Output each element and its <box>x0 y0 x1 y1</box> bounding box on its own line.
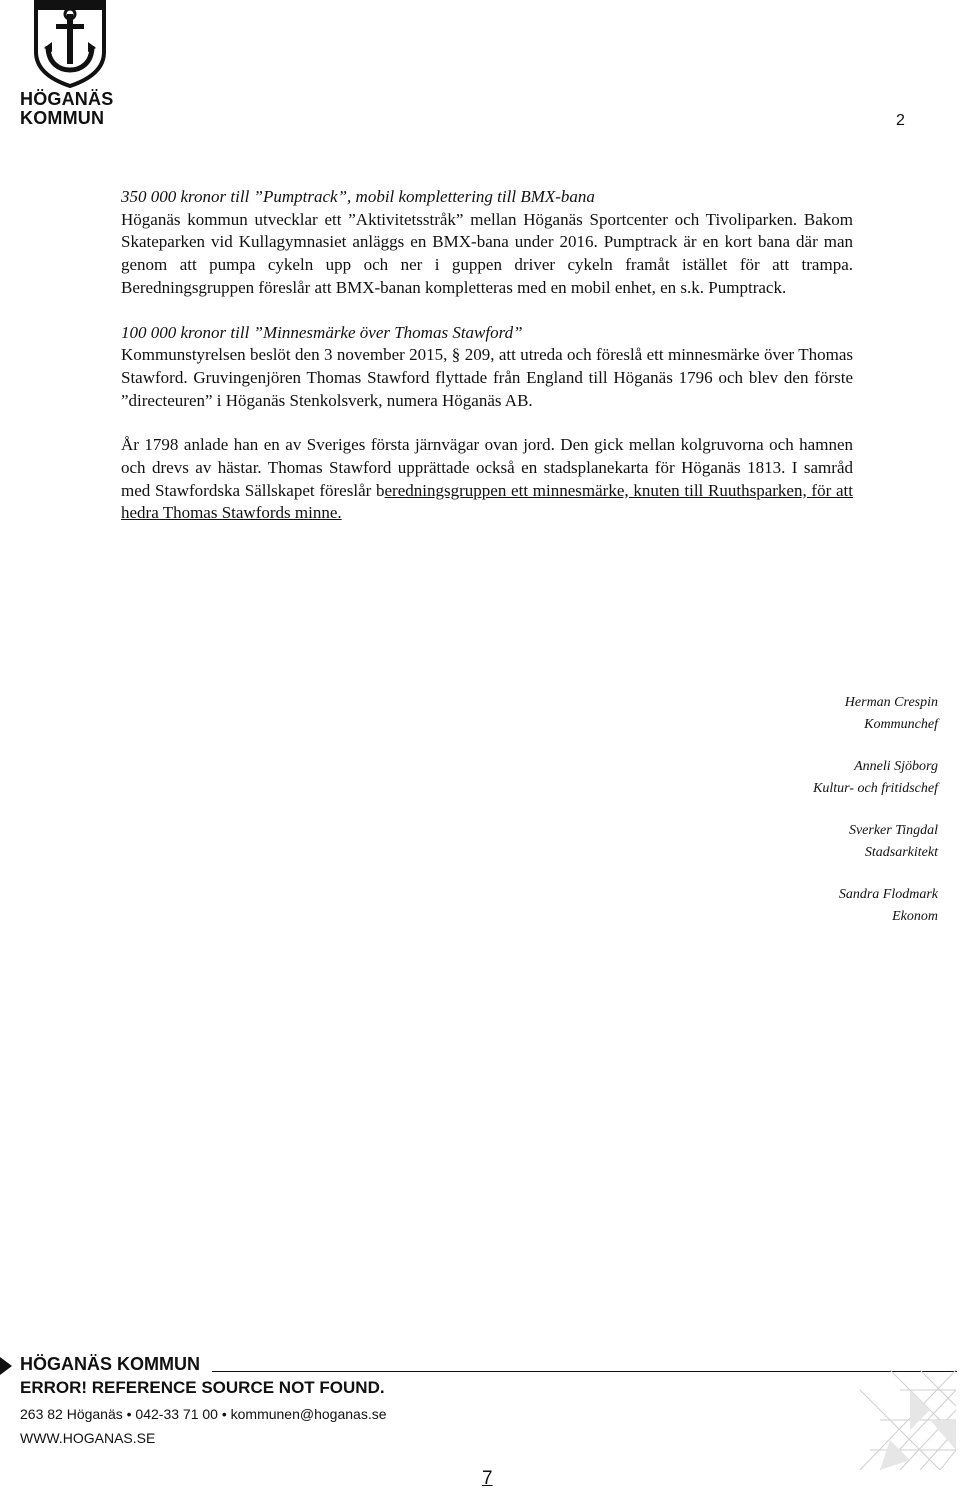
footer-page-number: 7 <box>482 1468 493 1489</box>
geometric-pattern-icon <box>800 1370 956 1470</box>
signatory-name: Anneli Sjöborg <box>854 759 938 774</box>
logo-wordmark <box>20 90 113 128</box>
signatory-name: Sandra Flodmark <box>838 887 938 902</box>
section-minnesmarke <box>121 322 853 413</box>
signatory-title: Kultur- och fritidschef <box>813 781 938 796</box>
logo-line-2: KOMMUN <box>20 108 105 128</box>
signature-entry <box>813 692 938 736</box>
logo-line-1: HÖGANÄS <box>20 89 114 109</box>
page-footer <box>0 1350 960 1488</box>
arrow-right-icon <box>0 1357 12 1375</box>
signatory-title: Ekonom <box>892 909 938 924</box>
section-heading: 350 000 kronor till ”Pumptrack”, mobil komplettering till BMX-bana <box>121 187 595 206</box>
page-number: 2 <box>896 112 905 129</box>
signature-block <box>813 692 938 948</box>
anchor-crest-icon <box>30 0 110 88</box>
section-heading: 100 000 kronor till ”Minnesmärke över Thomas Stawford” <box>121 322 523 342</box>
signature-entry <box>813 820 938 864</box>
section-stawford-history <box>121 434 853 525</box>
paragraph-text: År 1798 anlade han en av Sveriges första järnvägar ovan jord. Den gick mellan kolgruvorna och hamnen och drevs av hästar. Thomas Stawford upprättade också en stadsplanekarta för Höganäs 1813. I samråd med Stawfordska Sällskapet föreslår b <box>121 435 853 500</box>
signatory-name: Herman Crespin <box>844 695 938 710</box>
signatory-name: Sverker Tingdal <box>848 823 938 838</box>
footer-org-name: HÖGANÄS KOMMUN <box>20 1354 200 1374</box>
footer-website: WWW.HOGANAS.SE <box>20 1430 156 1446</box>
section-paragraph <box>121 434 853 525</box>
section-paragraph: Höganäs kommun utvecklar ett ”Aktivitetsstråk” mellan Höganäs Sportcenter och Tivoliparken. Bakom Skateparken vid Kullagymnasiet anläggs en BMX-bana under 2016. Pumptrack är en kort bana där man genom att pumpa cykeln upp och ner i guppen driver cykeln framåt istället för att trampa. Beredningsgruppen föreslår att BMX-banan kompletteras med en mobil enhet, en s.k. Pumptrack. <box>121 209 853 297</box>
signatory-title: Stadsarkitekt <box>864 845 938 860</box>
signature-entry <box>813 884 938 928</box>
tracked-change-text: eredningsgruppen ett minnesmärke, knuten till Ruuthsparken, för att hedra Thomas Stawfords minne. <box>121 480 853 523</box>
signatory-title: Kommunchef <box>864 717 938 732</box>
section-paragraph: Kommunstyrelsen beslöt den 3 november 2015, § 209, att utreda och föreslå ett minnesmärke över Thomas Stawford. Gruvingenjören Thomas Stawford flyttade från England till Höganäs 1796 och blev den förste ”directeuren” i Höganäs Stenkolsverk, numera Höganäs AB. <box>121 345 853 410</box>
hoganas-logo <box>20 0 120 130</box>
signature-entry <box>813 756 938 800</box>
footer-error-text: ERROR! REFERENCE SOURCE NOT FOUND. <box>20 1378 385 1397</box>
footer-address: 263 82 Höganäs • 042-33 71 00 • kommunen@hoganas.se <box>20 1406 387 1422</box>
document-body <box>121 186 853 547</box>
section-pumptrack <box>121 186 853 300</box>
